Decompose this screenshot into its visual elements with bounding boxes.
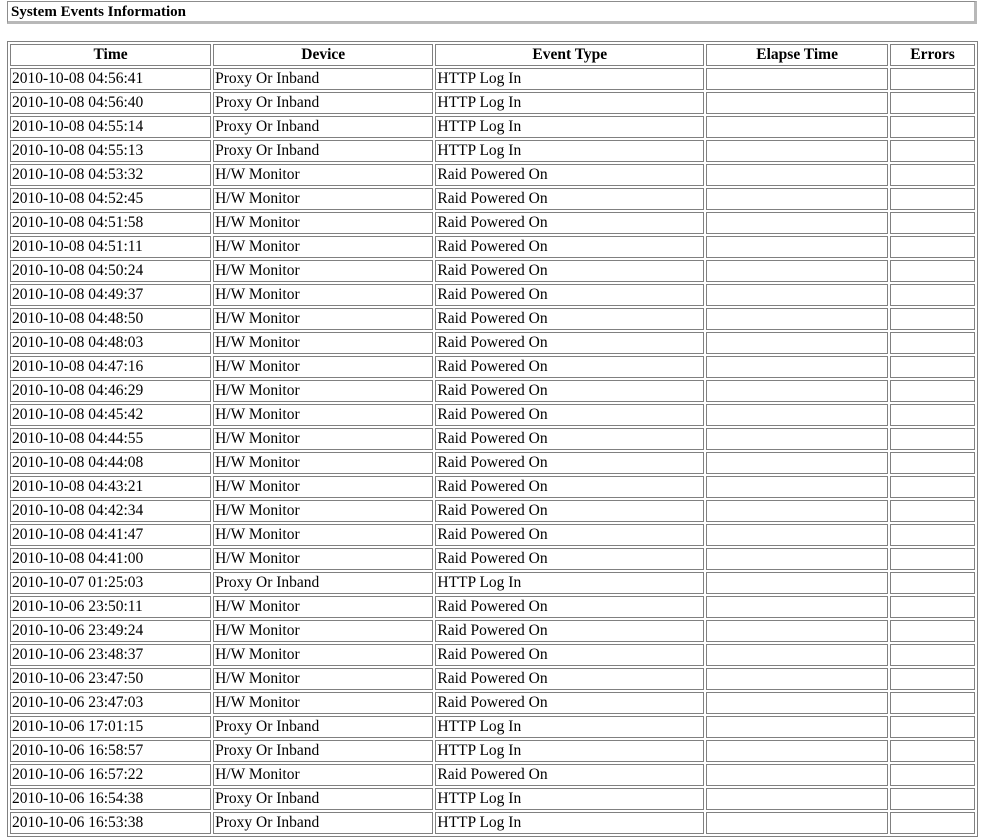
event-errors-cell xyxy=(890,212,975,234)
event-time-cell: 2010-10-08 04:56:40 xyxy=(10,92,211,114)
event-errors-cell xyxy=(890,740,975,762)
event-type-cell: HTTP Log In xyxy=(435,740,704,762)
event-time-cell: 2010-10-08 04:51:58 xyxy=(10,212,211,234)
event-device-cell: H/W Monitor xyxy=(213,236,433,258)
table-row xyxy=(10,236,975,258)
event-type-cell: HTTP Log In xyxy=(435,572,704,594)
event-device-cell: H/W Monitor xyxy=(213,452,433,474)
event-device-cell: H/W Monitor xyxy=(213,308,433,330)
event-time-cell: 2010-10-08 04:41:47 xyxy=(10,524,211,546)
event-errors-cell xyxy=(890,140,975,162)
event-errors-cell xyxy=(890,476,975,498)
event-errors-cell xyxy=(890,404,975,426)
table-row xyxy=(10,380,975,402)
event-elapse-time-cell xyxy=(706,812,888,834)
table-row xyxy=(10,260,975,282)
event-device-cell: Proxy Or Inband xyxy=(213,788,433,810)
event-errors-cell xyxy=(890,68,975,90)
event-type-cell: HTTP Log In xyxy=(435,68,704,90)
event-device-cell: H/W Monitor xyxy=(213,164,433,186)
event-errors-cell xyxy=(890,92,975,114)
event-errors-cell xyxy=(890,668,975,690)
table-row xyxy=(10,716,975,738)
event-errors-cell xyxy=(890,812,975,834)
event-errors-cell xyxy=(890,116,975,138)
event-device-cell: H/W Monitor xyxy=(213,596,433,618)
table-row xyxy=(10,452,975,474)
event-device-cell: H/W Monitor xyxy=(213,332,433,354)
event-device-cell: H/W Monitor xyxy=(213,260,433,282)
event-type-cell: Raid Powered On xyxy=(435,212,704,234)
event-elapse-time-cell xyxy=(706,404,888,426)
event-errors-cell xyxy=(890,236,975,258)
event-time-cell: 2010-10-08 04:48:03 xyxy=(10,332,211,354)
event-elapse-time-cell xyxy=(706,740,888,762)
event-device-cell: H/W Monitor xyxy=(213,476,433,498)
event-errors-cell xyxy=(890,188,975,210)
table-row xyxy=(10,308,975,330)
table-row xyxy=(10,620,975,642)
event-errors-cell xyxy=(890,692,975,714)
event-type-cell: HTTP Log In xyxy=(435,116,704,138)
event-elapse-time-cell xyxy=(706,644,888,666)
event-type-cell: Raid Powered On xyxy=(435,404,704,426)
table-row xyxy=(10,428,975,450)
event-time-cell: 2010-10-06 23:47:03 xyxy=(10,692,211,714)
event-device-cell: H/W Monitor xyxy=(213,764,433,786)
table-row xyxy=(10,764,975,786)
event-type-cell: Raid Powered On xyxy=(435,452,704,474)
event-device-cell: H/W Monitor xyxy=(213,188,433,210)
event-elapse-time-cell xyxy=(706,620,888,642)
table-row xyxy=(10,644,975,666)
event-type-cell: Raid Powered On xyxy=(435,356,704,378)
event-time-cell: 2010-10-07 01:25:03 xyxy=(10,572,211,594)
event-errors-cell xyxy=(890,308,975,330)
event-elapse-time-cell xyxy=(706,428,888,450)
table-row xyxy=(10,596,975,618)
event-elapse-time-cell xyxy=(706,68,888,90)
event-type-cell: HTTP Log In xyxy=(435,140,704,162)
event-type-cell: Raid Powered On xyxy=(435,644,704,666)
event-type-cell: Raid Powered On xyxy=(435,284,704,306)
table-header-row xyxy=(10,44,975,66)
event-device-cell: H/W Monitor xyxy=(213,404,433,426)
column-header-time: Time xyxy=(10,44,211,66)
panel-title: System Events Information xyxy=(11,4,186,20)
event-errors-cell xyxy=(890,332,975,354)
event-device-cell: H/W Monitor xyxy=(213,620,433,642)
event-time-cell: 2010-10-08 04:52:45 xyxy=(10,188,211,210)
event-type-cell: Raid Powered On xyxy=(435,188,704,210)
event-elapse-time-cell xyxy=(706,596,888,618)
event-time-cell: 2010-10-06 23:48:37 xyxy=(10,644,211,666)
event-elapse-time-cell xyxy=(706,356,888,378)
event-time-cell: 2010-10-08 04:47:16 xyxy=(10,356,211,378)
column-header-event-type: Event Type xyxy=(435,44,704,66)
table-row xyxy=(10,548,975,570)
event-errors-cell xyxy=(890,284,975,306)
table-row xyxy=(10,476,975,498)
event-device-cell: Proxy Or Inband xyxy=(213,572,433,594)
event-time-cell: 2010-10-06 23:49:24 xyxy=(10,620,211,642)
table-row xyxy=(10,812,975,834)
event-errors-cell xyxy=(890,644,975,666)
event-elapse-time-cell xyxy=(706,692,888,714)
event-time-cell: 2010-10-08 04:45:42 xyxy=(10,404,211,426)
event-type-cell: Raid Powered On xyxy=(435,764,704,786)
event-type-cell: HTTP Log In xyxy=(435,788,704,810)
event-type-cell: Raid Powered On xyxy=(435,332,704,354)
event-errors-cell xyxy=(890,716,975,738)
event-time-cell: 2010-10-08 04:51:11 xyxy=(10,236,211,258)
event-errors-cell xyxy=(890,452,975,474)
event-elapse-time-cell xyxy=(706,476,888,498)
event-type-cell: Raid Powered On xyxy=(435,428,704,450)
event-errors-cell xyxy=(890,500,975,522)
event-type-cell: Raid Powered On xyxy=(435,380,704,402)
table-row xyxy=(10,356,975,378)
event-errors-cell xyxy=(890,428,975,450)
event-elapse-time-cell xyxy=(706,140,888,162)
event-type-cell: Raid Powered On xyxy=(435,500,704,522)
event-elapse-time-cell xyxy=(706,212,888,234)
event-type-cell: Raid Powered On xyxy=(435,692,704,714)
table-row xyxy=(10,788,975,810)
event-device-cell: Proxy Or Inband xyxy=(213,116,433,138)
event-errors-cell xyxy=(890,596,975,618)
event-time-cell: 2010-10-06 16:53:38 xyxy=(10,812,211,834)
event-errors-cell xyxy=(890,356,975,378)
event-device-cell: H/W Monitor xyxy=(213,644,433,666)
event-device-cell: H/W Monitor xyxy=(213,380,433,402)
event-time-cell: 2010-10-08 04:55:13 xyxy=(10,140,211,162)
table-row xyxy=(10,284,975,306)
event-time-cell: 2010-10-08 04:56:41 xyxy=(10,68,211,90)
event-elapse-time-cell xyxy=(706,764,888,786)
event-elapse-time-cell xyxy=(706,284,888,306)
event-time-cell: 2010-10-08 04:44:08 xyxy=(10,452,211,474)
event-time-cell: 2010-10-08 04:53:32 xyxy=(10,164,211,186)
event-device-cell: Proxy Or Inband xyxy=(213,716,433,738)
event-errors-cell xyxy=(890,548,975,570)
column-header-device: Device xyxy=(213,44,433,66)
event-elapse-time-cell xyxy=(706,164,888,186)
event-elapse-time-cell xyxy=(706,260,888,282)
event-time-cell: 2010-10-08 04:44:55 xyxy=(10,428,211,450)
event-type-cell: HTTP Log In xyxy=(435,716,704,738)
table-row xyxy=(10,188,975,210)
event-type-cell: Raid Powered On xyxy=(435,308,704,330)
event-type-cell: Raid Powered On xyxy=(435,620,704,642)
event-elapse-time-cell xyxy=(706,236,888,258)
table-row xyxy=(10,140,975,162)
events-table-body xyxy=(10,68,975,834)
event-time-cell: 2010-10-06 23:50:11 xyxy=(10,596,211,618)
event-errors-cell xyxy=(890,764,975,786)
event-device-cell: H/W Monitor xyxy=(213,500,433,522)
event-type-cell: Raid Powered On xyxy=(435,524,704,546)
event-errors-cell xyxy=(890,524,975,546)
event-time-cell: 2010-10-06 17:01:15 xyxy=(10,716,211,738)
event-elapse-time-cell xyxy=(706,788,888,810)
event-elapse-time-cell xyxy=(706,92,888,114)
table-row xyxy=(10,572,975,594)
event-elapse-time-cell xyxy=(706,548,888,570)
table-row xyxy=(10,116,975,138)
event-device-cell: H/W Monitor xyxy=(213,548,433,570)
table-row xyxy=(10,92,975,114)
event-elapse-time-cell xyxy=(706,524,888,546)
event-type-cell: Raid Powered On xyxy=(435,596,704,618)
event-time-cell: 2010-10-06 16:54:38 xyxy=(10,788,211,810)
column-header-elapse-time: Elapse Time xyxy=(706,44,888,66)
event-type-cell: Raid Powered On xyxy=(435,236,704,258)
table-row xyxy=(10,332,975,354)
event-errors-cell xyxy=(890,788,975,810)
events-table xyxy=(7,41,978,837)
event-errors-cell xyxy=(890,380,975,402)
event-device-cell: H/W Monitor xyxy=(213,524,433,546)
event-elapse-time-cell xyxy=(706,332,888,354)
event-device-cell: H/W Monitor xyxy=(213,428,433,450)
event-time-cell: 2010-10-08 04:41:00 xyxy=(10,548,211,570)
event-device-cell: Proxy Or Inband xyxy=(213,740,433,762)
event-time-cell: 2010-10-08 04:48:50 xyxy=(10,308,211,330)
event-device-cell: H/W Monitor xyxy=(213,212,433,234)
event-elapse-time-cell xyxy=(706,716,888,738)
event-time-cell: 2010-10-08 04:42:34 xyxy=(10,500,211,522)
event-errors-cell xyxy=(890,164,975,186)
event-time-cell: 2010-10-08 04:43:21 xyxy=(10,476,211,498)
table-row xyxy=(10,668,975,690)
event-device-cell: Proxy Or Inband xyxy=(213,68,433,90)
panel-title-bar xyxy=(7,1,977,24)
table-row xyxy=(10,500,975,522)
event-device-cell: H/W Monitor xyxy=(213,356,433,378)
event-elapse-time-cell xyxy=(706,380,888,402)
table-row xyxy=(10,404,975,426)
event-errors-cell xyxy=(890,572,975,594)
event-elapse-time-cell xyxy=(706,116,888,138)
event-elapse-time-cell xyxy=(706,452,888,474)
event-type-cell: Raid Powered On xyxy=(435,260,704,282)
table-row xyxy=(10,164,975,186)
event-type-cell: Raid Powered On xyxy=(435,668,704,690)
event-device-cell: Proxy Or Inband xyxy=(213,812,433,834)
event-type-cell: Raid Powered On xyxy=(435,548,704,570)
event-time-cell: 2010-10-08 04:55:14 xyxy=(10,116,211,138)
event-elapse-time-cell xyxy=(706,188,888,210)
event-time-cell: 2010-10-08 04:49:37 xyxy=(10,284,211,306)
event-elapse-time-cell xyxy=(706,668,888,690)
event-elapse-time-cell xyxy=(706,308,888,330)
event-elapse-time-cell xyxy=(706,500,888,522)
table-row xyxy=(10,740,975,762)
table-row xyxy=(10,212,975,234)
event-device-cell: H/W Monitor xyxy=(213,284,433,306)
event-type-cell: HTTP Log In xyxy=(435,92,704,114)
event-type-cell: HTTP Log In xyxy=(435,812,704,834)
event-errors-cell xyxy=(890,260,975,282)
event-time-cell: 2010-10-06 23:47:50 xyxy=(10,668,211,690)
event-type-cell: Raid Powered On xyxy=(435,476,704,498)
event-device-cell: H/W Monitor xyxy=(213,668,433,690)
event-time-cell: 2010-10-06 16:57:22 xyxy=(10,764,211,786)
column-header-errors: Errors xyxy=(890,44,975,66)
event-device-cell: Proxy Or Inband xyxy=(213,140,433,162)
event-elapse-time-cell xyxy=(706,572,888,594)
event-device-cell: H/W Monitor xyxy=(213,692,433,714)
event-time-cell: 2010-10-08 04:46:29 xyxy=(10,380,211,402)
event-device-cell: Proxy Or Inband xyxy=(213,92,433,114)
table-row xyxy=(10,692,975,714)
table-row xyxy=(10,68,975,90)
table-row xyxy=(10,524,975,546)
event-time-cell: 2010-10-08 04:50:24 xyxy=(10,260,211,282)
event-type-cell: Raid Powered On xyxy=(435,164,704,186)
event-time-cell: 2010-10-06 16:58:57 xyxy=(10,740,211,762)
event-errors-cell xyxy=(890,620,975,642)
